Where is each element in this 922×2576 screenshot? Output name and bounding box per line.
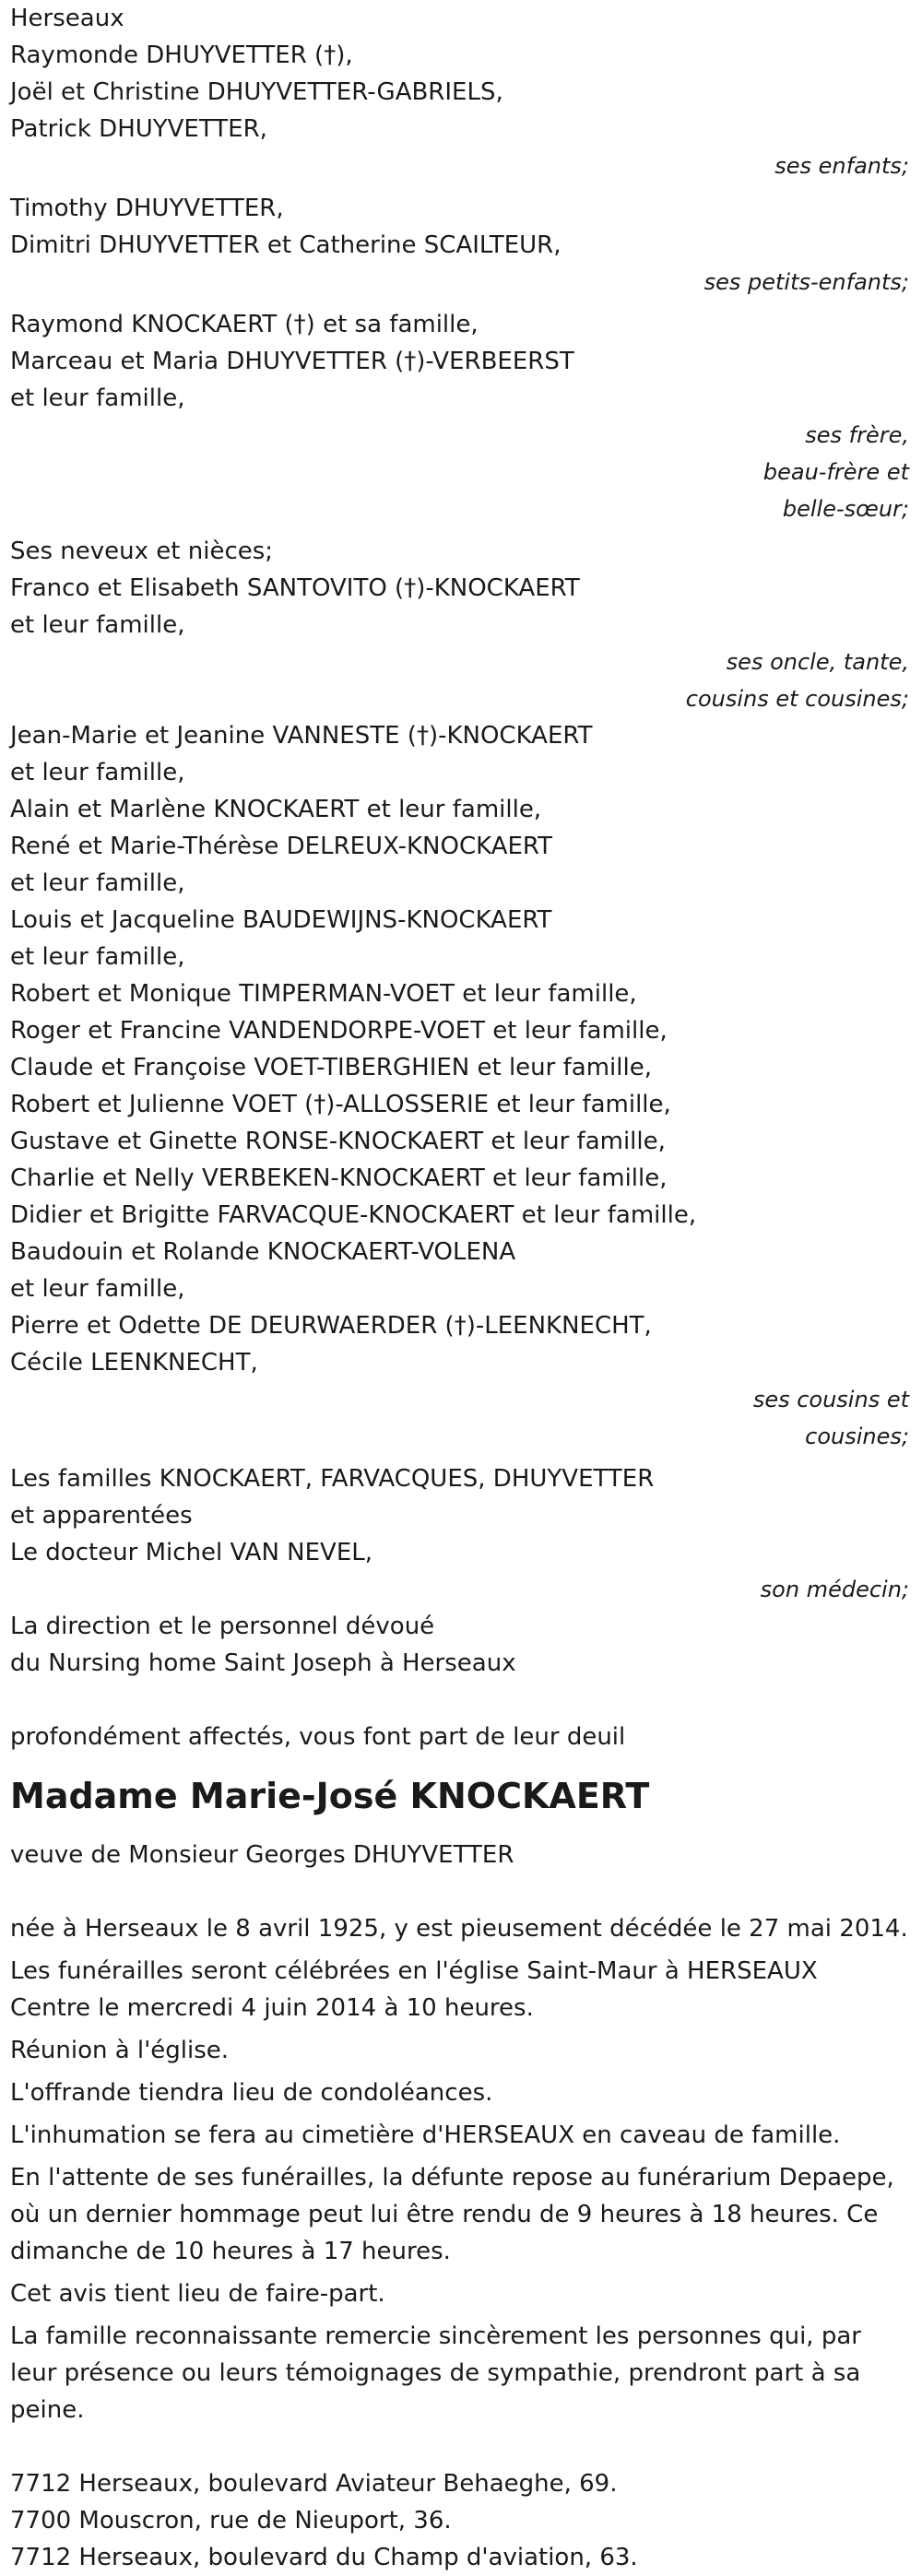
family-line: et leur famille, [10, 759, 185, 786]
details-line: Les funérailles seront célébrées en l'église Saint-Maur à HERSEAUX [10, 1957, 818, 1985]
address-line: 7700 Mouscron, rue de Nieuport, 36. [10, 2507, 452, 2535]
relation-label: belle-sœur; [782, 496, 909, 522]
location-heading: Herseaux [10, 5, 124, 32]
family-line: Cécile LEENKNECHT, [10, 1349, 258, 1377]
family-line: Robert et Julienne VOET (†)-ALLOSSERIE et leur famille, [10, 1091, 671, 1118]
details-line: née à Herseaux le 8 avril 1925, y est pieusement décédée le 27 mai 2014. [10, 1915, 908, 1943]
family-line: Franco et Elisabeth SANTOVITO (†)-KNOCKAERT [10, 574, 580, 602]
relation-label: son médecin; [760, 1577, 909, 1602]
family-line: Timothy DHUYVETTER, [10, 195, 284, 222]
family-line: Jean-Marie et Jeanine VANNESTE (†)-KNOCKAERT [10, 722, 593, 750]
family-line: Marceau et Maria DHUYVETTER (†)-VERBEERST [10, 348, 574, 375]
details-paragraph [10, 1953, 909, 2027]
details-line: L'inhumation se fera au cimetière d'HERSEAUX en caveau de famille. [10, 2121, 841, 2149]
relation-label: ses frère, [805, 422, 909, 448]
family-line: et apparentées [10, 1502, 193, 1530]
family-line: Le docteur Michel VAN NEVEL, [10, 1539, 372, 1566]
widow-of-text: veuve de Monsieur Georges DHUYVETTER [10, 1841, 514, 1869]
family-line: Baudouin et Rolande KNOCKAERT-VOLENA [10, 1238, 516, 1266]
family-line: et leur famille, [10, 943, 185, 971]
deceased-name: Madame Marie-José KNOCKAERT [10, 1776, 650, 1816]
relation-label: beau-frère et [762, 459, 909, 485]
relation-label: ses cousins et [752, 1387, 909, 1412]
details-line: La famille reconnaissante remercie sincèrement les personnes qui, par [10, 2322, 861, 2350]
details-paragraph [10, 1910, 909, 1947]
family-line: et leur famille, [10, 384, 185, 412]
family-line: et leur famille, [10, 869, 185, 897]
details-line: peine. [10, 2396, 85, 2424]
family-line: Pierre et Odette DE DEURWAERDER (†)-LEENKNECHT, [10, 1312, 652, 1340]
family-line: Joël et Christine DHUYVETTER-GABRIELS, [10, 78, 503, 106]
family-line: Raymond KNOCKAERT (†) et sa famille, [10, 311, 479, 338]
details-line: En l'attente de ses funérailles, la défunte repose au funérarium Depaepe, [10, 2164, 894, 2192]
family-line: Louis et Jacqueline BAUDEWIJNS-KNOCKAERT [10, 906, 552, 934]
family-line: René et Marie-Thérèse DELREUX-KNOCKAERT [10, 833, 552, 860]
announcement-text: profondément affectés, vous font part de leur deuil [10, 1723, 626, 1751]
family-line: Dimitri DHUYVETTER et Catherine SCAILTEUR, [10, 231, 561, 259]
details-paragraph [10, 2032, 909, 2069]
family-line: Raymonde DHUYVETTER (†), [10, 41, 353, 69]
relation-label: ses petits-enfants; [703, 269, 909, 295]
details-paragraph [10, 2275, 909, 2312]
details-paragraph [10, 2117, 909, 2154]
family-line: Charlie et Nelly VERBEKEN-KNOCKAERT et leur famille, [10, 1164, 668, 1192]
details-line: L'offrande tiendra lieu de condoléances. [10, 2079, 493, 2107]
family-line: Roger et Francine VANDENDORPE-VOET et leur famille, [10, 1017, 668, 1045]
details-line: où un dernier hommage peut lui être rendu de 9 heures à 18 heures. Ce [10, 2201, 879, 2228]
details-line: Cet avis tient lieu de faire-part. [10, 2280, 385, 2308]
details-paragraph [10, 2074, 909, 2111]
obituary-notice [10, 0, 909, 2576]
family-line: du Nursing home Saint Joseph à Herseaux [10, 1649, 516, 1677]
details-line: Centre le mercredi 4 juin 2014 à 10 heures. [10, 1994, 534, 2022]
family-line: La direction et le personnel dévoué [10, 1613, 435, 1640]
relation-label: cousins et cousines; [685, 686, 909, 712]
address-line: 7712 Herseaux, boulevard Aviateur Behaeghe, 69. [10, 2470, 618, 2498]
address-line: 7712 Herseaux, boulevard du Champ d'aviation, 63. [10, 2544, 638, 2571]
details-line: leur présence ou leurs témoignages de sympathie, prendront part à sa [10, 2359, 861, 2387]
family-line: Gustave et Ginette RONSE-KNOCKAERT et leur famille, [10, 1128, 666, 1155]
relation-label: ses oncle, tante, [726, 649, 909, 675]
family-line: et leur famille, [10, 1275, 185, 1303]
family-line: Robert et Monique TIMPERMAN-VOET et leur famille, [10, 980, 637, 1008]
family-line: et leur famille, [10, 611, 185, 639]
details-paragraph [10, 2318, 909, 2428]
relation-label: ses enfants; [774, 153, 909, 179]
details-line: Réunion à l'église. [10, 2037, 230, 2064]
details-line: dimanche de 10 heures à 17 heures. [10, 2238, 451, 2265]
family-line: Alain et Marlène KNOCKAERT et leur famille, [10, 796, 542, 823]
family-line: Patrick DHUYVETTER, [10, 115, 267, 143]
family-line: Les familles KNOCKAERT, FARVACQUES, DHUYVETTER [10, 1465, 655, 1493]
family-line: Claude et Françoise VOET-TIBERGHIEN et leur famille, [10, 1054, 652, 1081]
details-paragraph [10, 2159, 909, 2270]
relation-label: cousines; [805, 1424, 909, 1449]
family-line: Ses neveux et nièces; [10, 538, 274, 565]
family-line: Didier et Brigitte FARVACQUE-KNOCKAERT et leur famille, [10, 1201, 697, 1229]
